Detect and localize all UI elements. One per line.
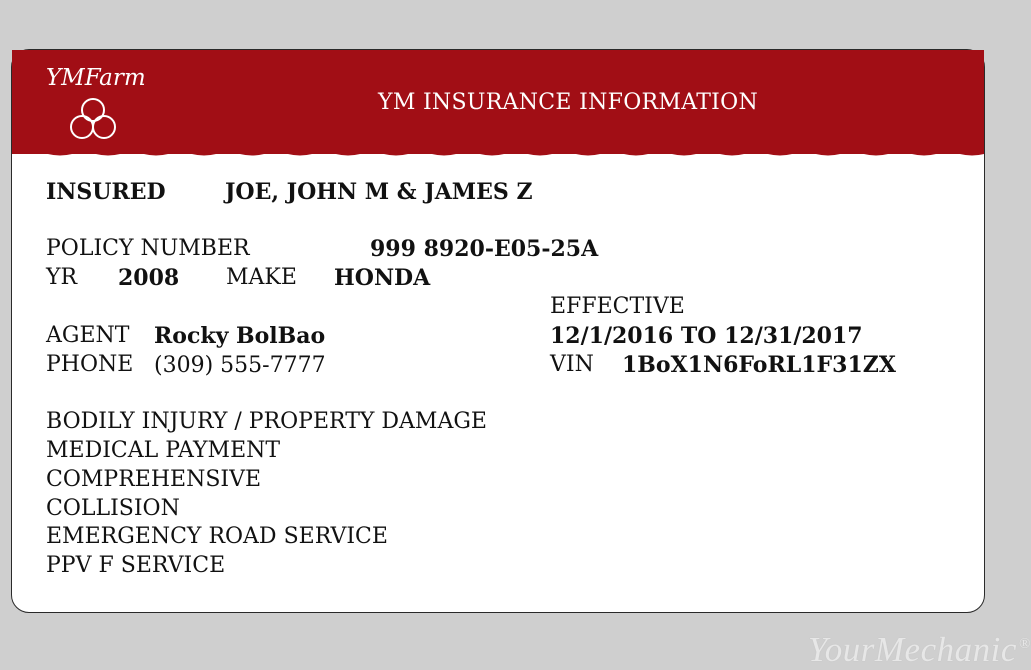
yourmechanic-watermark — [808, 630, 1031, 670]
insured-value: JOE, JOHN M & JAMES Z — [225, 179, 533, 205]
watermark-text: YourMechanic — [808, 630, 1017, 669]
policy-number-value: 999 8920-E05-25A — [370, 236, 599, 262]
header-band-wavy-edge — [12, 148, 984, 160]
brand-name: YMFarm — [46, 65, 146, 91]
watermark-symbol: ® — [1018, 636, 1031, 653]
effective-label: EFFECTIVE — [550, 294, 685, 319]
make-label: MAKE — [226, 265, 297, 290]
coverage-item: MEDICAL PAYMENT — [46, 438, 281, 463]
agent-label: AGENT — [46, 323, 130, 348]
coverage-item: PPV F SERVICE — [46, 553, 226, 578]
effective-value: 12/1/2016 TO 12/31/2017 — [550, 323, 863, 349]
vin-label: VIN — [550, 352, 594, 377]
year-value: 2008 — [118, 265, 180, 291]
insured-label: INSURED — [46, 179, 166, 205]
coverage-item: EMERGENCY ROAD SERVICE — [46, 524, 388, 549]
three-rings-logo-icon — [68, 96, 118, 142]
vin-value: 1BoX1N6FoRL1F31ZX — [622, 352, 896, 378]
phone-value: (309) 555-7777 — [154, 353, 326, 378]
card-title: YM INSURANCE INFORMATION — [378, 90, 759, 115]
agent-value: Rocky BolBao — [154, 323, 326, 349]
insurance-card — [11, 49, 985, 613]
policy-number-label: POLICY NUMBER — [46, 236, 250, 261]
phone-label: PHONE — [46, 352, 134, 377]
year-label: YR — [46, 265, 78, 290]
make-value: HONDA — [334, 265, 431, 291]
coverage-item: COLLISION — [46, 496, 180, 521]
coverage-item: BODILY INJURY / PROPERTY DAMAGE — [46, 409, 487, 434]
coverage-item: COMPREHENSIVE — [46, 467, 262, 492]
